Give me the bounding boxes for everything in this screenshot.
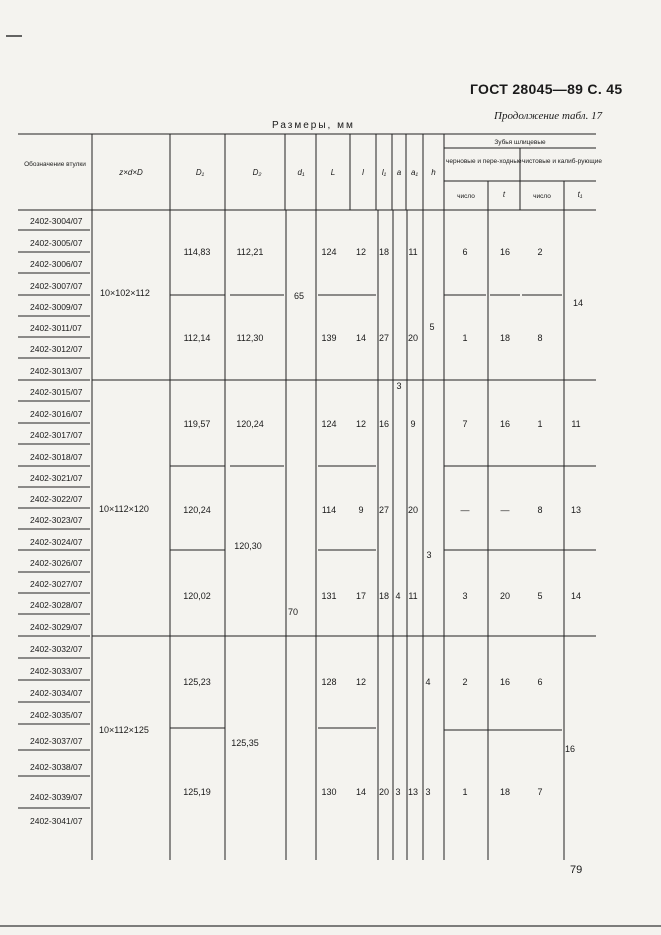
- designation-code: 2402-3041/07: [30, 816, 83, 826]
- designation-code: 2402-3007/07: [30, 281, 83, 291]
- cell-t1: 14: [570, 591, 582, 601]
- page-number: 79: [570, 864, 583, 876]
- designation-code: 2402-3034/07: [30, 688, 83, 698]
- col-D1: D₁: [195, 168, 205, 177]
- designation-code: 2402-3023/07: [30, 515, 83, 525]
- designation-code: 2402-3026/07: [30, 558, 83, 568]
- cell-d1: 125,23: [183, 677, 211, 687]
- cell-l: 124: [321, 419, 337, 429]
- cell-l: 131: [321, 591, 337, 601]
- col-designation: Обозначение втулки: [24, 161, 86, 168]
- zdD-group-1: 10×102×112: [100, 288, 150, 298]
- designation-code: 2402-3017/07: [30, 430, 83, 440]
- designation-code: 2402-3028/07: [30, 600, 83, 610]
- cell-l1: 20: [378, 787, 390, 797]
- cell-t: 16: [499, 677, 511, 687]
- cell-l: 14: [355, 787, 367, 797]
- designation-code: 2402-3018/07: [30, 452, 83, 462]
- cell-l: 114: [321, 505, 337, 515]
- cell-n1: 6: [462, 247, 468, 257]
- cell-a1: 9: [410, 419, 416, 429]
- cell-a1: 20: [407, 333, 419, 343]
- cell-d1: 120,02: [183, 591, 211, 601]
- cell-l: 128: [321, 677, 337, 687]
- col-number2: число: [533, 193, 551, 200]
- cell-n1: 1: [462, 333, 468, 343]
- section-caption: Размеры, мм: [272, 120, 355, 131]
- cell-h: 3: [425, 787, 431, 797]
- designation-code: 2402-3024/07: [30, 537, 83, 547]
- cell-l: 9: [358, 505, 364, 515]
- D2-shared: 120,30: [234, 541, 262, 551]
- cell-d2: 112,30: [236, 333, 264, 343]
- cell-n2: 8: [537, 505, 543, 515]
- designation-code: 2402-3004/07: [30, 216, 83, 226]
- designation-code: 2402-3005/07: [30, 238, 83, 248]
- cell-n2: 1: [537, 419, 543, 429]
- cell-n2: 7: [537, 787, 543, 797]
- t1-group-3: 16: [564, 744, 576, 754]
- cell-a: 3: [395, 787, 401, 797]
- h-group-2: 3: [426, 550, 432, 560]
- cell-t: 16: [499, 419, 511, 429]
- designation-code: 2402-3013/07: [30, 366, 83, 376]
- cell-t: 16: [499, 247, 511, 257]
- a-shared: 3: [396, 381, 402, 391]
- col-L: L: [330, 168, 336, 177]
- cell-l: 12: [355, 419, 367, 429]
- designation-code: 2402-3016/07: [30, 409, 83, 419]
- cell-n1: 7: [462, 419, 468, 429]
- cell-l1: 18: [378, 247, 390, 257]
- cell-n1: —: [460, 505, 470, 515]
- designation-code: 2402-3038/07: [30, 762, 83, 772]
- designation-code: 2402-3011/07: [30, 323, 82, 333]
- cell-a1: 13: [407, 787, 419, 797]
- col-d1: d₁: [297, 168, 305, 177]
- designation-code: 2402-3039/07: [30, 792, 83, 802]
- zdD-group-2: 10×112×120: [99, 504, 149, 514]
- col-h: h: [431, 168, 436, 177]
- d1-group-2: 70: [287, 607, 299, 617]
- cell-l: 139: [321, 333, 337, 343]
- col-a: a: [396, 168, 402, 177]
- designation-code: 2402-3021/07: [30, 473, 83, 483]
- cell-a1: 20: [407, 505, 419, 515]
- col-rough-group: черновые и пере-ходные: [446, 158, 522, 165]
- designation-code: 2402-3032/07: [30, 644, 83, 654]
- cell-d2: 120,24: [236, 419, 264, 429]
- cell-n2: 8: [537, 333, 543, 343]
- designation-code: 2402-3012/07: [30, 344, 83, 354]
- cell-l1: 18: [378, 591, 390, 601]
- cell-t: —: [500, 505, 510, 515]
- cell-l: 124: [321, 247, 337, 257]
- zdD-group-3: 10×112×125: [99, 725, 149, 735]
- designation-code: 2402-3015/07: [30, 387, 83, 397]
- designation-code: 2402-3009/07: [30, 302, 83, 312]
- D2-group-3: 125,35: [231, 738, 259, 748]
- designation-code: 2402-3027/07: [30, 579, 83, 589]
- cell-t1: 11: [571, 419, 581, 429]
- cell-l: 14: [355, 333, 367, 343]
- cell-l1: 27: [378, 333, 390, 343]
- cell-a1: 11: [408, 591, 418, 601]
- designation-code: 2402-3037/07: [30, 736, 83, 746]
- col-t1: t₁: [577, 190, 583, 199]
- page-title: ГОСТ 28045—89 С. 45: [470, 81, 623, 97]
- col-t: t: [502, 190, 506, 199]
- designation-code: 2402-3033/07: [30, 666, 83, 676]
- cell-d1: 114,83: [183, 247, 211, 257]
- t1-group-1: 14: [572, 298, 584, 308]
- col-a1: a₁: [411, 168, 418, 177]
- col-teeth-group: Зубья шлицевые: [494, 139, 546, 146]
- cell-d1: 125,19: [183, 787, 211, 797]
- col-number1: число: [457, 193, 475, 200]
- cell-l1: 16: [378, 419, 390, 429]
- col-l1: l₁: [381, 168, 387, 177]
- cell-t: 18: [499, 333, 511, 343]
- col-zdD: z×d×D: [119, 168, 143, 177]
- designation-code: 2402-3029/07: [30, 622, 83, 632]
- cell-d1: 119,57: [183, 419, 211, 429]
- cell-d1: 120,24: [183, 505, 211, 515]
- cell-n2: 6: [537, 677, 543, 687]
- col-D2: D₂: [252, 168, 262, 177]
- cell-n2: 2: [537, 247, 543, 257]
- designation-code: 2402-3006/07: [30, 259, 83, 269]
- col-l: l: [362, 168, 364, 177]
- cell-l: 12: [355, 247, 367, 257]
- cell-a: 4: [395, 591, 401, 601]
- cell-t1: 13: [570, 505, 582, 515]
- cell-h: 4: [425, 677, 431, 687]
- cell-t: 18: [499, 787, 511, 797]
- cell-l1: 27: [378, 505, 390, 515]
- cell-n1: 2: [462, 677, 468, 687]
- designation-code: 2402-3022/07: [30, 494, 83, 504]
- cell-d1: 112,14: [183, 333, 211, 343]
- cell-l: 12: [355, 677, 367, 687]
- cell-a1: 11: [408, 247, 418, 257]
- designation-code: 2402-3035/07: [30, 710, 83, 720]
- cell-l: 130: [321, 787, 337, 797]
- cell-l: 17: [355, 591, 367, 601]
- cell-n1: 3: [462, 591, 468, 601]
- col-finish-group: чистовые и калиб-рующие: [522, 158, 602, 165]
- table-subtitle: Продолжение табл. 17: [494, 110, 603, 122]
- d1-group-1: 65: [293, 291, 305, 301]
- cell-n1: 1: [462, 787, 468, 797]
- cell-d2: 112,21: [236, 247, 264, 257]
- h-group-1: 5: [429, 322, 435, 332]
- cell-n2: 5: [537, 591, 543, 601]
- cell-t: 20: [499, 591, 511, 601]
